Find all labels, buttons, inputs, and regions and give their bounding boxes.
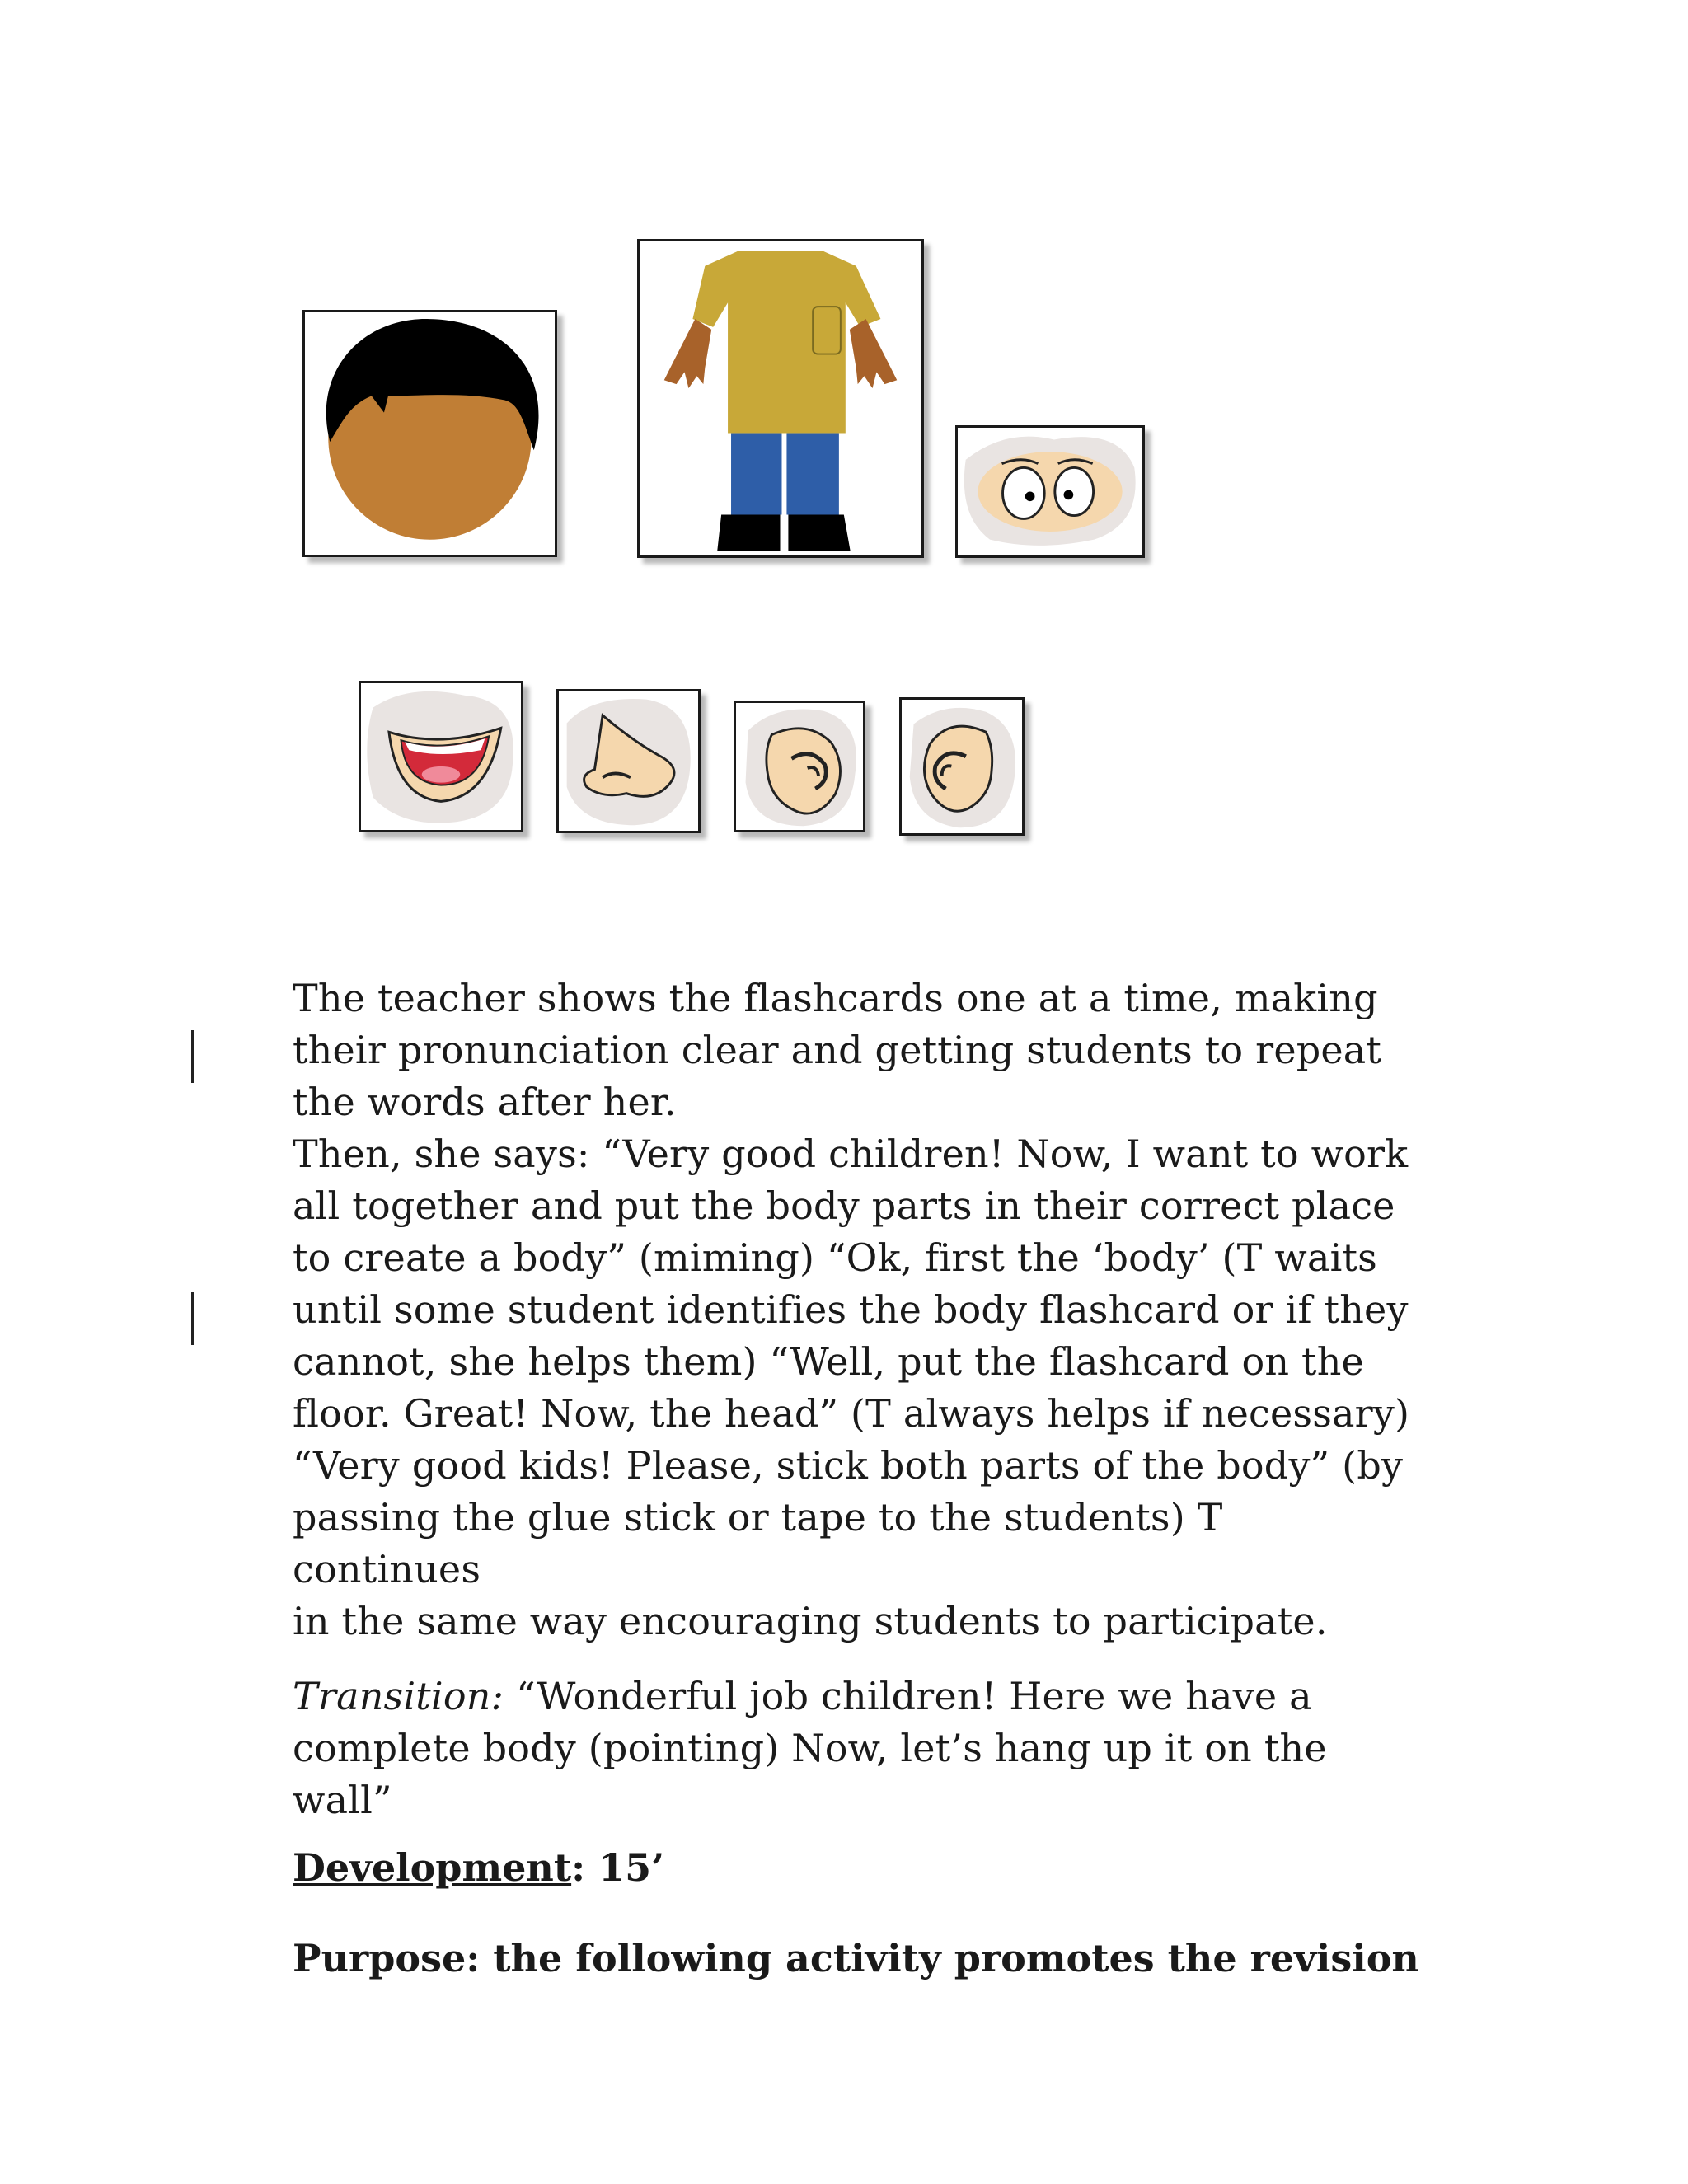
ear-flashcard-right	[899, 697, 1025, 836]
text-line: to create a body” (miming) “Ok, first the ‘body’ (T waits	[293, 1235, 1377, 1280]
development-duration: : 15’	[571, 1845, 665, 1890]
text-line: “Very good kids! Please, stick both parts of the body” (by	[293, 1443, 1404, 1488]
text-line: cannot, she helps them) “Well, put the flashcard on the	[293, 1339, 1364, 1384]
text-line: their pronunciation clear and getting students to repeat	[293, 1028, 1382, 1072]
text-line: passing the glue stick or tape to the students) T continues	[293, 1495, 1223, 1591]
body-text	[293, 972, 1414, 1826]
text-line: floor. Great! Now, the head” (T always helps if necessary)	[293, 1391, 1410, 1436]
purpose-heading: Purpose: the following activity promotes the revision	[293, 1936, 1419, 1980]
development-label: Development	[293, 1845, 572, 1890]
development-heading	[293, 1843, 664, 1892]
text-line: the words after her.	[293, 1080, 677, 1124]
text-line: in the same way encouraging students to participate.	[293, 1599, 1328, 1643]
nose-flashcard-icon	[559, 691, 698, 831]
mouth-flashcard	[359, 681, 523, 832]
eyes-flashcard	[955, 425, 1145, 558]
ear-flashcard-icon	[902, 700, 1022, 833]
transition-line	[293, 1671, 1414, 1722]
text-line: Then, she says: “Very good children! Now, I want to work	[293, 1132, 1409, 1176]
head-flashcard	[302, 310, 557, 557]
text-line: all together and put the body parts in their correct place	[293, 1183, 1395, 1228]
revision-bar-2	[191, 1292, 194, 1345]
ear-flashcard-icon	[736, 703, 863, 830]
ear-flashcard-left	[734, 701, 865, 832]
body-flashcard	[637, 239, 924, 558]
eyes-flashcard-icon	[958, 428, 1142, 555]
transition-quote: “Wonderful job children! Here we have a	[504, 1674, 1312, 1718]
text-line: until some student identifies the body flashcard or if they	[293, 1287, 1409, 1332]
revision-bar-1	[191, 1030, 194, 1083]
mouth-flashcard-icon	[361, 683, 521, 830]
head-flashcard-icon	[305, 312, 555, 555]
body-flashcard-icon	[640, 241, 921, 555]
transition-label: Transition:	[293, 1674, 504, 1718]
text-line: The teacher shows the flashcards one at a time, making	[293, 976, 1378, 1020]
transition-line-2: complete body (pointing) Now, let’s hang up it on the wall”	[293, 1726, 1327, 1822]
nose-flashcard	[556, 689, 701, 833]
